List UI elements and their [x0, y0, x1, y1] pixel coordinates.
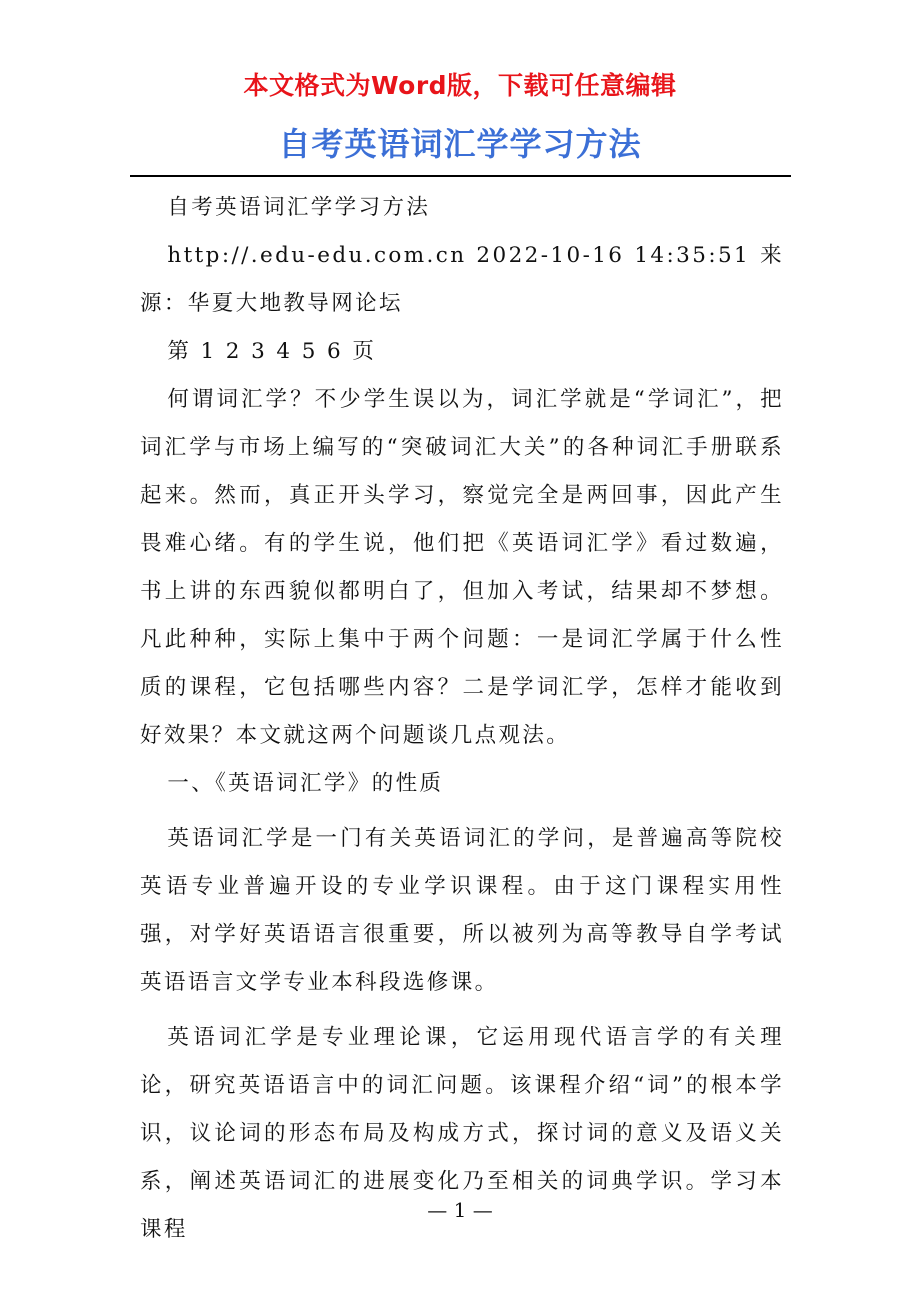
document-body: [140, 184, 784, 1254]
nature-paragraph-2: 英语词汇学是专业理论课，它运用现代语言学的有关理论，研究英语语言中的词汇问题。该课程介绍“词”的根本学识，议论词的形态布局及构成方式，探讨词的意义及语义关系，阐述英语词汇的进展变化乃至相关的词典学识。学习本课程: [140, 1025, 784, 1242]
title-divider: [130, 175, 791, 177]
page-list-line: 第 1 2 3 4 5 6 页: [167, 339, 377, 364]
intro-paragraph: 何谓词汇学？不少学生误以为，词汇学就是“学词汇”，把词汇学与市场上编写的“突破词汇大关”的各种词汇手册联系起来。然而，真正开头学习，察觉完全是两回事，因此产生畏难心绪。有的学生说，他们把《英语词汇学》看过数遍，书上讲的东西貌似都明白了，但加入考试，结果却不梦想。凡此种种，实际上集中于两个问题：一是词汇学属于什么性质的课程，它包括哪些内容？二是学词汇学，怎样才能收到好效果？本文就这两个问题谈几点观法。: [140, 387, 784, 748]
article-title-line: 自考英语词汇学学习方法: [167, 195, 431, 220]
source-line: http://.edu-edu.com.cn 2022-10-16 14:35:51 来源：华夏大地教导网论坛: [140, 243, 784, 316]
document-title: 自考英语词汇学学习方法: [278, 125, 642, 163]
section-heading: 一、《英语词汇学》的性质: [167, 771, 444, 796]
format-notice: 本文格式为Word版，下载可任意编辑: [243, 71, 677, 100]
page-number: — 1 —: [427, 1198, 493, 1222]
nature-paragraph-1: 英语词汇学是一门有关英语词汇的学问，是普遍高等院校英语专业普遍开设的专业学识课程。由于这门课程实用性强，对学好英语语言很重要，所以被列为高等教导自学考试英语语言文学专业本科段选修课。: [140, 826, 784, 995]
